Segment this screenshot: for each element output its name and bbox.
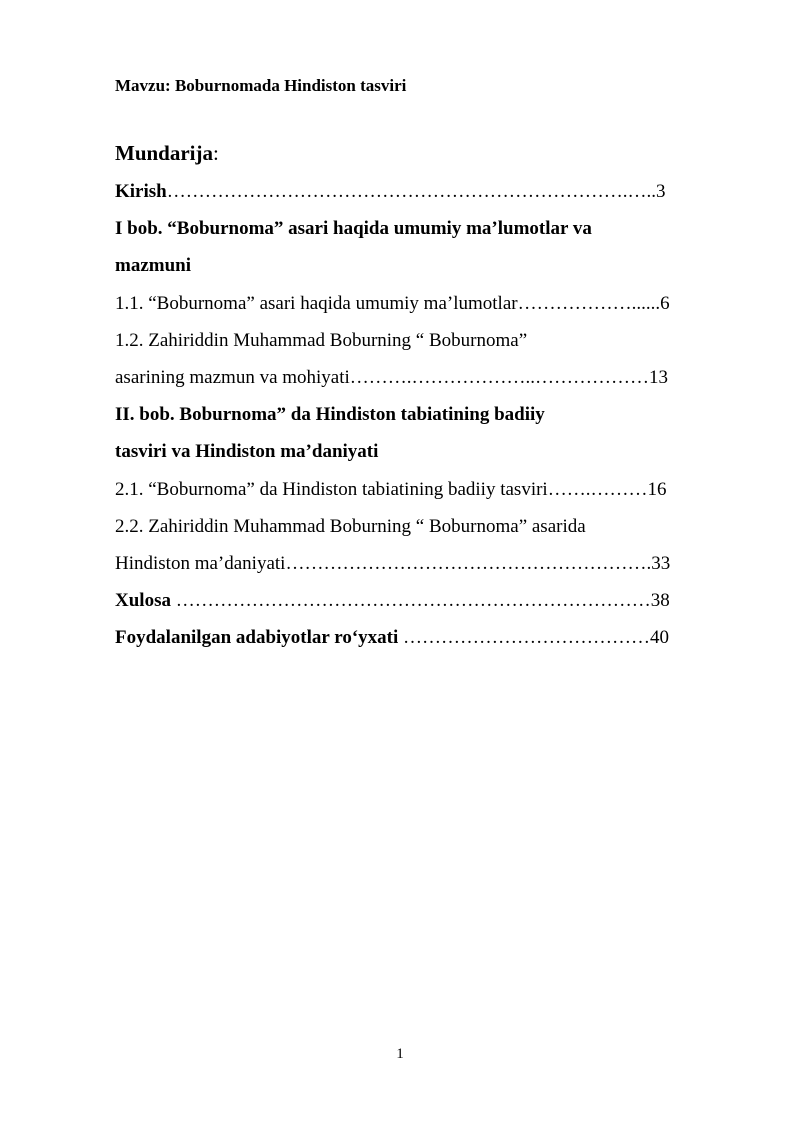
toc-chapter-1-line-2: mazmuni xyxy=(115,255,191,277)
page-number: 1 xyxy=(396,1046,404,1062)
toc-section-1-1: 1.1. “Boburnoma” asari haqida umumiy ma’lumotlar………………......6 xyxy=(115,292,670,314)
toc-entry-intro-page: ……………………………………………………………….…..3 xyxy=(166,181,666,202)
toc-chapter-2-line-1: II. bob. Boburnoma” da Hindiston tabiatining badiiy xyxy=(115,404,545,426)
toc-chapter-1-line-1: I bob. “Boburnoma” asari haqida umumiy ma’lumotlar va xyxy=(115,218,592,240)
toc-section-1-2-line-1: 1.2. Zahiriddin Muhammad Boburning “ Boburnoma” xyxy=(115,329,528,351)
toc-entry-intro-title: Kirish xyxy=(115,181,167,202)
toc-heading-text: Mundarija xyxy=(115,141,214,165)
toc-section-1-2-line-2: asarining mazmun va mohiyati……….………………..………………13 xyxy=(115,366,669,388)
toc-entry-conclusion-title: Xulosa xyxy=(115,590,171,612)
toc-entry-references xyxy=(115,619,745,656)
toc-entry-references-page: …………………………………40 xyxy=(398,627,670,649)
toc-chapter-2-line-2: tasviri va Hindiston ma’daniyati xyxy=(115,441,379,463)
toc-heading-colon: : xyxy=(213,141,219,165)
toc-entry-conclusion xyxy=(115,582,745,619)
toc-entry-references-title: Foydalanilgan adabiyotlar ro‘yxati xyxy=(115,627,399,649)
document-topic: Mavzu: Boburnomada Hindiston tasviri xyxy=(115,76,407,95)
toc-section-2-1: 2.1. “Boburnoma” da Hindiston tabiatining badiiy tasviri…….………16 xyxy=(115,478,667,500)
toc-entry-intro xyxy=(115,173,745,210)
toc-heading xyxy=(115,141,219,166)
toc-section-2-2-line-2: Hindiston ma’daniyati………………………………………………….33 xyxy=(115,552,671,574)
table-of-contents xyxy=(115,173,745,656)
toc-section-2-2-line-1: 2.2. Zahiriddin Muhammad Boburning “ Boburnoma” asarida xyxy=(115,515,586,537)
toc-entry-conclusion-page: …………………………………………………………………38 xyxy=(170,590,670,612)
